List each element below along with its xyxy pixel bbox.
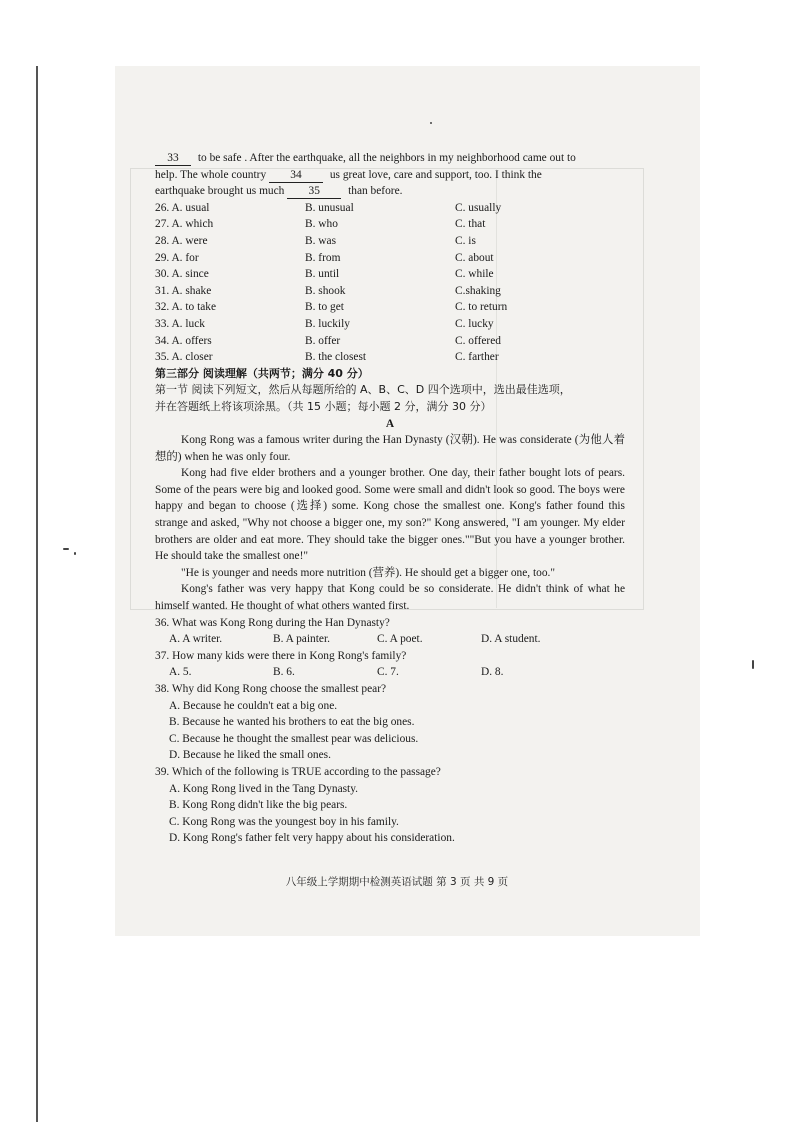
option-b: B. from bbox=[305, 251, 341, 264]
cloze-option-row bbox=[155, 200, 625, 217]
option-c: C. offered bbox=[455, 334, 501, 347]
option-b: B. who bbox=[305, 218, 338, 231]
answer-option: C. A poet. bbox=[377, 633, 423, 646]
section-heading: 第三部分 阅读理解（共两节；满分 40 分） bbox=[155, 366, 369, 380]
option-c: C. while bbox=[455, 268, 494, 281]
answer-option: B. Because he wanted his brothers to eat the big ones. bbox=[169, 716, 415, 729]
option-c: C. that bbox=[455, 218, 486, 231]
scan-speck bbox=[430, 122, 432, 124]
option-b: B. luckily bbox=[305, 317, 350, 330]
option-b: B. shook bbox=[305, 284, 346, 297]
option-a: 34. A. offers bbox=[155, 334, 212, 347]
cloze-options bbox=[155, 200, 625, 366]
answer-option: D. 8. bbox=[481, 666, 504, 679]
page-footer: 八年级上学期期中检测英语试题 第 3 页 共 9 页 bbox=[285, 876, 509, 888]
cloze-option-row bbox=[155, 283, 625, 300]
passage-paragraph: Kong Rong was a famous writer during the Han Dynasty (汉朝). He was considerate (为他人着想的) when he was only four. bbox=[155, 434, 625, 463]
cloze-option-row bbox=[155, 266, 625, 283]
answer-option: B. A painter. bbox=[273, 633, 330, 646]
answer-option: A. 5. bbox=[169, 666, 192, 679]
question-stem: 38. Why did Kong Rong choose the smallest pear? bbox=[155, 683, 387, 695]
cloze-text: help. The whole country bbox=[155, 168, 267, 181]
passage-label: A bbox=[385, 417, 395, 430]
option-a: 28. A. were bbox=[155, 234, 208, 247]
question-stem: 37. How many kids were there in Kong Rong's family? bbox=[155, 649, 407, 662]
option-c: C. to return bbox=[455, 301, 508, 314]
option-a: 33. A. luck bbox=[155, 317, 205, 330]
section-instruction: 第一节 阅读下列短文，然后从每题所给的 A、B、C、D 四个选项中，选出最佳选项， bbox=[155, 383, 571, 397]
option-a: 35. A. closer bbox=[155, 351, 213, 364]
cloze-line bbox=[155, 183, 625, 200]
scan-speck bbox=[74, 552, 76, 555]
question-stem: 36. What was Kong Rong during the Han Dynasty? bbox=[155, 616, 390, 629]
cloze-text: us great love, care and support, too. I think the bbox=[329, 168, 542, 181]
option-c: C. is bbox=[455, 234, 476, 247]
passage-paragraph: Kong had five elder brothers and a younger brother. One day, their father bought lots of pears. Some of the pears were big and looked good. Some were small and didn't look so good. The boys were happy and began to choose (选择) some. Kong chose the smallest one. Kong's father found this strange and asked, "Why not choose a bigger one, my son?" Kong answered, "I am younger. My elder brothers are older and eat more. They should take the bigger ones.""But you have a younger brother. He should take the smallest one!" bbox=[155, 467, 625, 563]
cloze-option-row bbox=[155, 349, 625, 366]
option-a: 31. A. shake bbox=[155, 284, 212, 297]
cloze-blank-34: 34 bbox=[269, 169, 323, 183]
option-c: C. about bbox=[455, 251, 494, 264]
answer-option: D. Because he liked the small ones. bbox=[169, 749, 331, 762]
cloze-line bbox=[155, 150, 625, 167]
cloze-line bbox=[155, 167, 625, 184]
option-a: 27. A. which bbox=[155, 218, 214, 231]
scan-speck bbox=[63, 548, 69, 550]
option-b: B. unusual bbox=[305, 201, 354, 214]
cloze-option-row bbox=[155, 333, 625, 350]
section-instruction: 并在答题纸上将该项涂黑。（共 15 小题；每小题 2 分，满分 30 分） bbox=[155, 399, 492, 413]
option-c: C. farther bbox=[455, 351, 499, 364]
option-a: 29. A. for bbox=[155, 251, 199, 264]
answer-option: D. Kong Rong's father felt very happy about his consideration. bbox=[169, 832, 455, 845]
option-b: B. the closest bbox=[305, 351, 367, 364]
cloze-text: than before. bbox=[348, 185, 403, 198]
answer-option: C. Because he thought the smallest pear was delicious. bbox=[169, 732, 419, 745]
option-a: 32. A. to take bbox=[155, 301, 217, 314]
cloze-option-row bbox=[155, 216, 625, 233]
passage-paragraph: "He is younger and needs more nutrition (营养). He should get a bigger one, too." bbox=[181, 566, 556, 579]
cloze-blank-35: 35 bbox=[287, 185, 341, 199]
answer-option: C. 7. bbox=[377, 666, 399, 679]
option-c: C. lucky bbox=[455, 317, 494, 330]
option-b: B. until bbox=[305, 268, 340, 281]
scan-edge-line bbox=[36, 66, 38, 1122]
cloze-text: earthquake brought us much bbox=[155, 185, 285, 198]
scan-speck bbox=[752, 660, 754, 669]
answer-option: B. 6. bbox=[273, 666, 295, 679]
answer-option: A. Because he couldn't eat a big one. bbox=[169, 699, 338, 712]
answer-option: A. A writer. bbox=[169, 633, 223, 646]
option-b: B. was bbox=[305, 234, 337, 247]
cloze-option-row bbox=[155, 233, 625, 250]
option-c: C. usually bbox=[455, 201, 502, 214]
option-b: B. to get bbox=[305, 301, 344, 314]
option-b: B. offer bbox=[305, 334, 341, 347]
exam-content bbox=[155, 150, 625, 847]
question-options bbox=[155, 664, 625, 681]
question-stem: 39. Which of the following is TRUE according to the passage? bbox=[155, 765, 441, 778]
option-c: C.shaking bbox=[455, 284, 501, 297]
answer-option: B. Kong Rong didn't like the big pears. bbox=[169, 799, 348, 812]
answer-option: C. Kong Rong was the youngest boy in his family. bbox=[169, 815, 399, 828]
cloze-text: to be safe . After the earthquake, all the neighbors in my neighborhood came out to bbox=[197, 152, 576, 164]
answer-option: A. Kong Rong lived in the Tang Dynasty. bbox=[169, 782, 359, 795]
answer-option: D. A student. bbox=[481, 633, 541, 646]
passage-paragraph: Kong's father was very happy that Kong could be so considerate. He didn't think of what he himself wanted. He thought of what others wanted first. bbox=[155, 583, 625, 613]
option-a: 26. A. usual bbox=[155, 201, 210, 214]
question-options bbox=[155, 631, 625, 648]
cloze-option-row bbox=[155, 250, 625, 267]
cloze-option-row bbox=[155, 299, 625, 316]
cloze-blank-33: 33 bbox=[155, 152, 191, 166]
option-a: 30. A. since bbox=[155, 268, 209, 281]
cloze-option-row bbox=[155, 316, 625, 333]
